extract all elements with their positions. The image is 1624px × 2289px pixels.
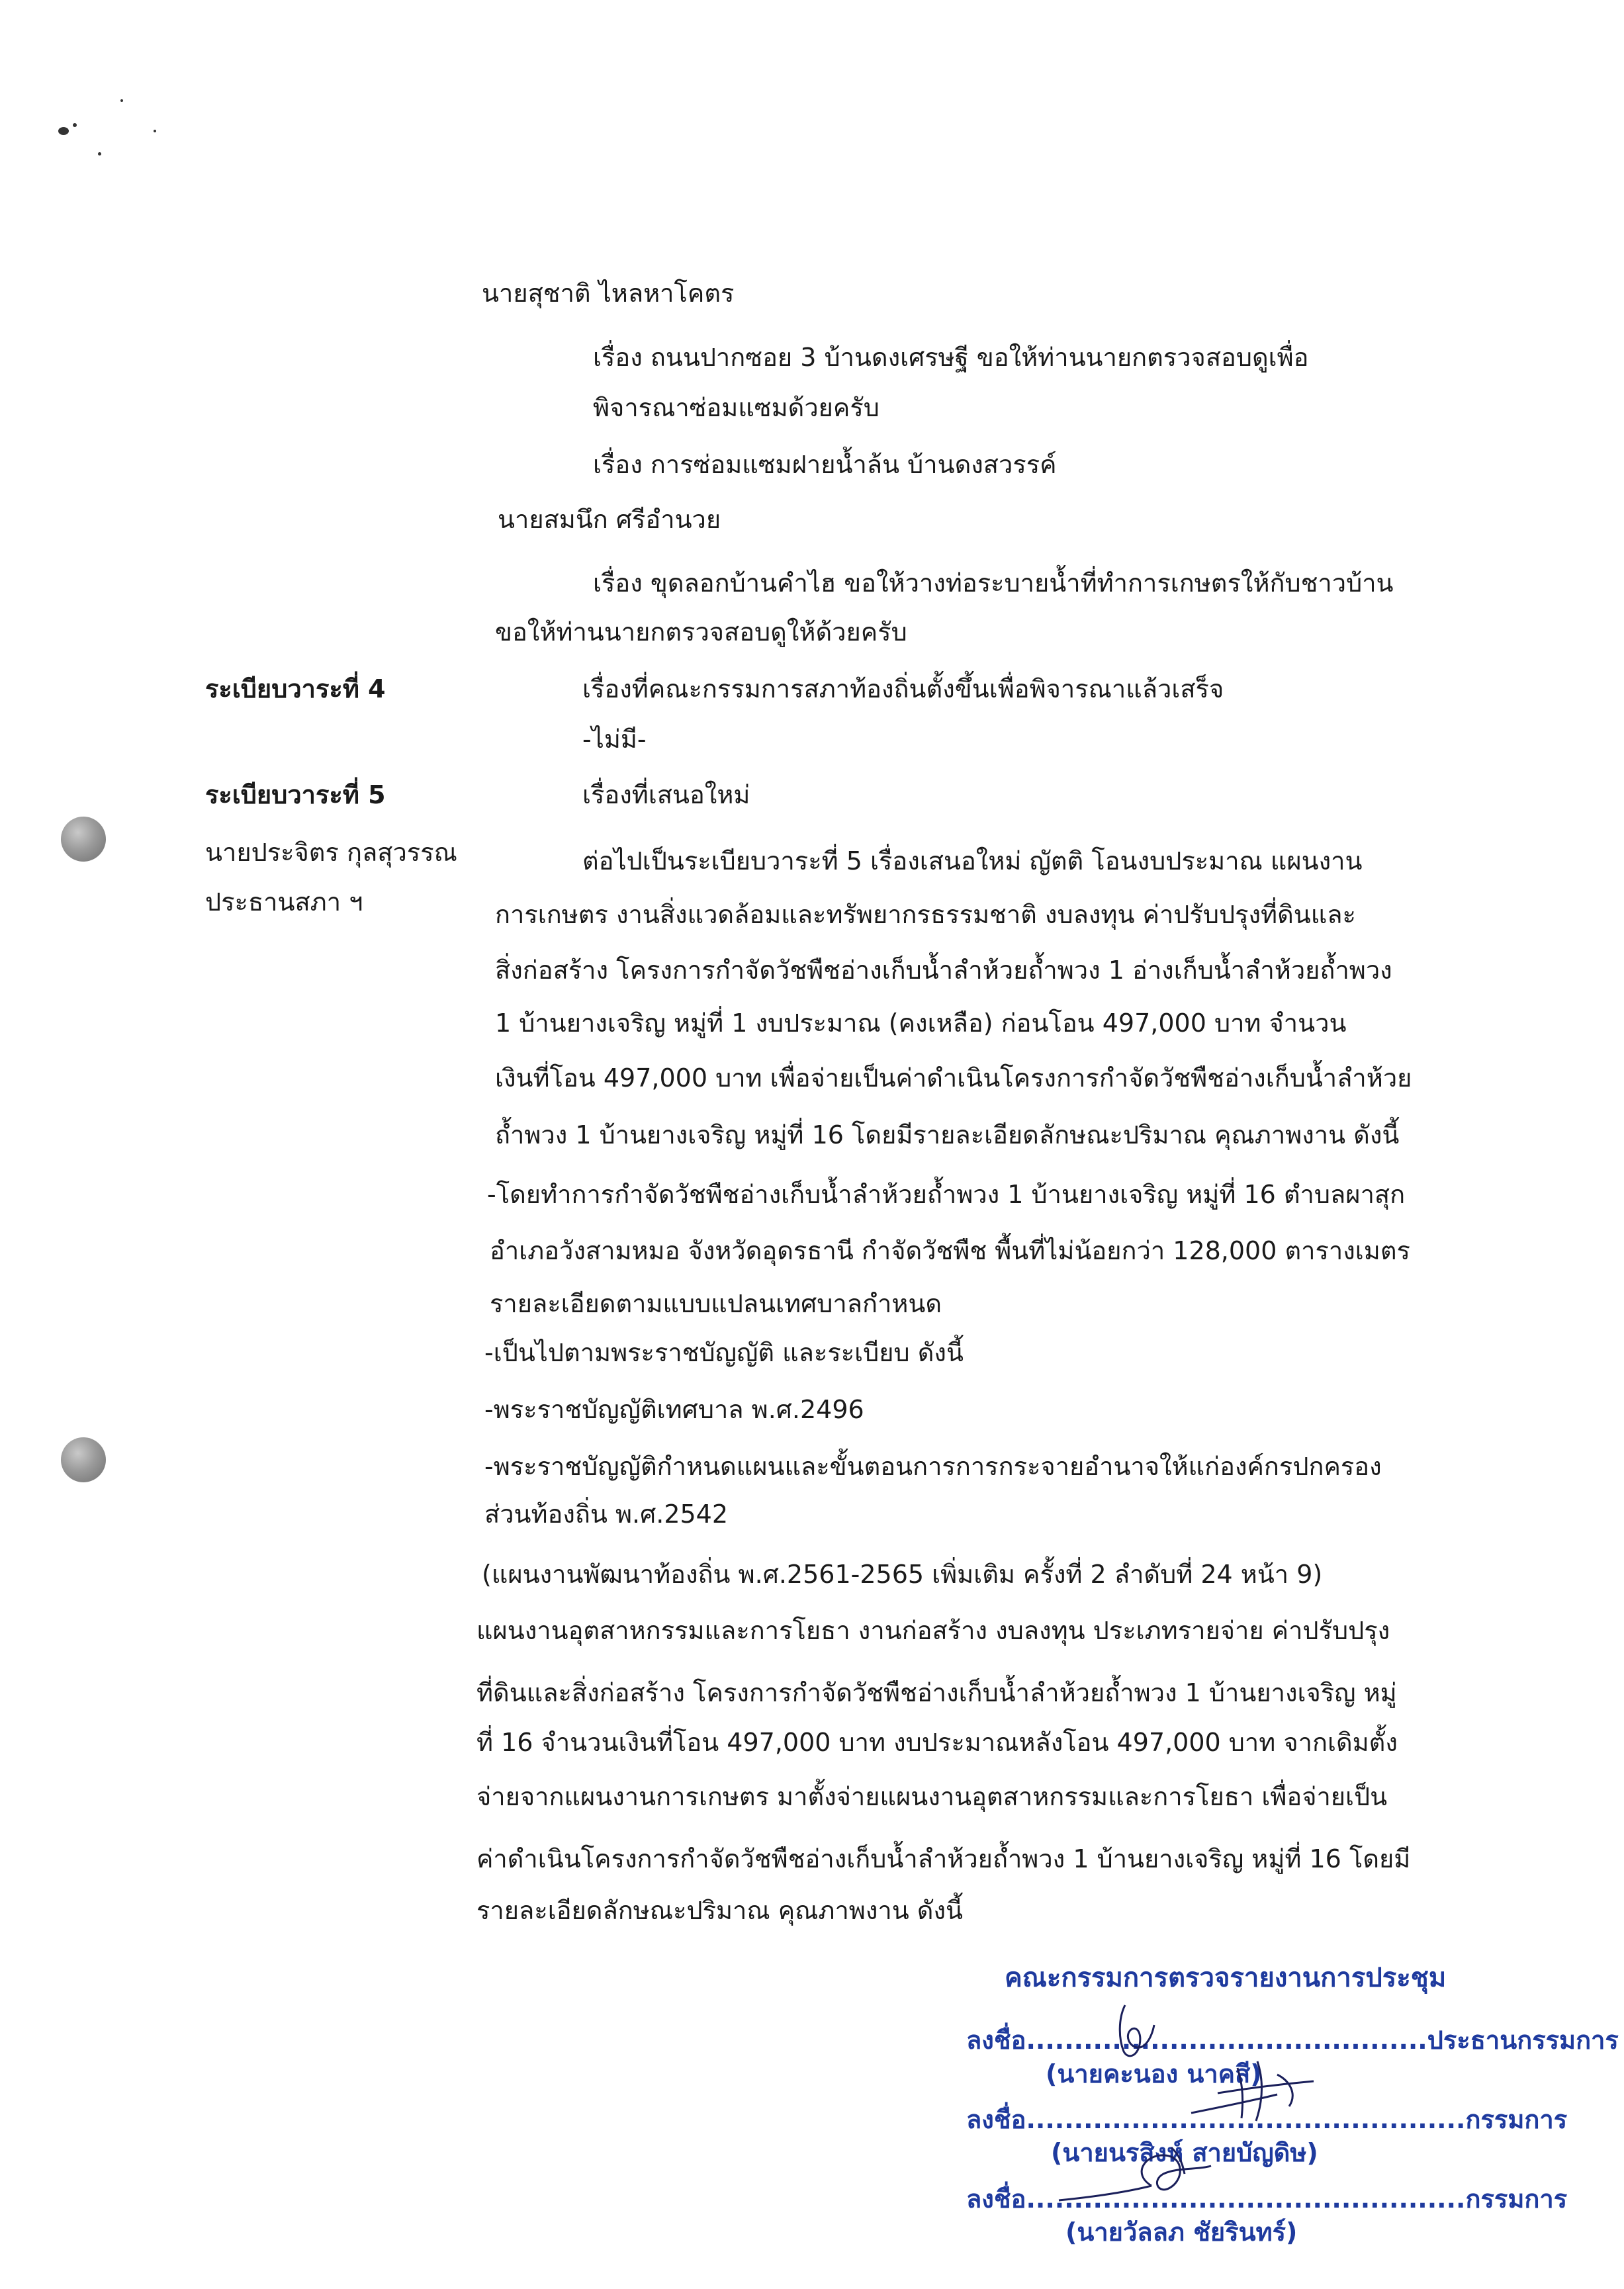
paragraph-line: (แผนงานพัฒนาท้องถิ่น พ.ศ.2561-2565 เพิ่มเติม ครั้งที่ 2 ลำดับที่ 24 หน้า 9): [482, 1560, 1323, 1589]
scan-speck: [73, 123, 77, 127]
binder-hole-top: [61, 817, 106, 862]
paragraph-line: ส่วนท้องถิ่น พ.ศ.2542: [484, 1500, 729, 1529]
paragraph-line: ที่ดินและสิ่งก่อสร้าง โครงการกำจัดวัชพืชอ่างเก็บน้ำลำห้วยถ้ำพวง 1 บ้านยางเจริญ หมู่: [476, 1678, 1397, 1707]
paragraph-line: สิ่งก่อสร้าง โครงการกำจัดวัชพืชอ่างเก็บน้ำลำห้วยถ้ำพวง 1 อ่างเก็บน้ำลำห้วยถ้ำพวง: [495, 956, 1392, 985]
scan-speck: [154, 130, 156, 132]
committee-stamp-title: คณะกรรมการตรวจรายงานการประชุม: [1005, 1963, 1447, 1993]
handwritten-signature: [1052, 2134, 1231, 2214]
speaker-topic: เรื่อง ขุดลอกบ้านคำไฮ ขอให้วางท่อระบายน้ำที่ทำการเกษตรให้กับชาวบ้าน: [593, 568, 1394, 598]
speaker-topic: เรื่อง การซ่อมแซมฝายน้ำล้น บ้านดงสวรรค์: [593, 450, 1057, 479]
paragraph-line: -เป็นไปตามพระราชบัญญัติ และระเบียบ ดังนี้: [484, 1338, 964, 1367]
speaker-topic: ขอให้ท่านนายกตรวจสอบดูให้ด้วยครับ: [495, 617, 907, 647]
paragraph-line: อำเภอวังสามหมอ จังหวัดอุดรธานี กำจัดวัชพืช พื้นที่ไม่น้อยกว่า 128,000 ตารางเมตร: [490, 1236, 1410, 1265]
paragraph-line: จ่ายจากแผนงานการเกษตร มาตั้งจ่ายแผนงานอุตสาหกรรมและการโยธา เพื่อจ่ายเป็น: [476, 1782, 1388, 1811]
speaker-topic: เรื่อง ถนนปากซอย 3 บ้านดงเศรษฐี ขอให้ท่านนายกตรวจสอบดูเพื่อ: [593, 343, 1309, 372]
paragraph-line: 1 บ้านยางเจริญ หมู่ที่ 1 งบประมาณ (คงเหลือ) ก่อนโอน 497,000 บาท จำนวน: [495, 1009, 1347, 1038]
paragraph-line: รายละเอียดลักษณะปริมาณ คุณภาพงาน ดังนี้: [476, 1896, 963, 1925]
agenda-none: -ไม่มี-: [582, 725, 647, 754]
paragraph-line: ต่อไปเป็นระเบียบวาระที่ 5 เรื่องเสนอใหม่ ญัตติ โอนงบประมาณ แผนงาน: [582, 846, 1363, 875]
paragraph-line: ถ้ำพวง 1 บ้านยางเจริญ หมู่ที่ 16 โดยมีรายละเอียดลักษณะปริมาณ คุณภาพงาน ดังนี้: [495, 1120, 1400, 1149]
agenda-label: ระเบียบวาระที่ 4: [205, 674, 386, 703]
scan-speck: [120, 99, 123, 102]
paragraph-line: เงินที่โอน 497,000 บาท เพื่อจ่ายเป็นค่าดำเนินโครงการกำจัดวัชพืชอ่างเก็บน้ำลำห้วย: [495, 1063, 1412, 1093]
paragraph-line: -โดยทำการกำจัดวัชพืชอ่างเก็บน้ำลำห้วยถ้ำพวง 1 บ้านยางเจริญ หมู่ที่ 16 ตำบลผาสุก: [487, 1180, 1406, 1209]
signature-line-member: ลงชื่อ..............................................กรรมการ: [966, 2184, 1568, 2214]
binder-hole-bottom: [61, 1437, 106, 1482]
speaker-name: นายสมนึก ศรีอำนวย: [498, 505, 721, 534]
paragraph-line: -พระราชบัญญัติเทศบาล พ.ศ.2496: [484, 1395, 864, 1424]
chair-title: ประธานสภา ฯ: [205, 887, 363, 917]
signature-line-chairman: ลงชื่อ..........................................ประธานกรรมการ: [966, 2026, 1619, 2055]
paragraph-line: แผนงานอุตสาหกรรมและการโยธา งานก่อสร้าง งบลงทุน ประเภทรายจ่าย ค่าปรับปรุง: [476, 1616, 1390, 1645]
signer-name-chairman: (นายคะนอง นาคสี): [1046, 2059, 1262, 2088]
speaker-topic: พิจารณาซ่อมแซมด้วยครับ: [593, 393, 880, 422]
handwritten-signature: [1178, 2055, 1330, 2134]
signer-name-member: (นายนรสิงห์ สายบัญดิษ): [1051, 2138, 1318, 2167]
scan-speck: [98, 152, 101, 156]
agenda-title: เรื่องที่เสนอใหม่: [582, 780, 750, 809]
agenda-label: ระเบียบวาระที่ 5: [205, 780, 386, 809]
scan-speck: [58, 127, 69, 135]
signature-line-member: ลงชื่อ..............................................กรรมการ: [966, 2105, 1568, 2134]
paragraph-line: การเกษตร งานสิ่งแวดล้อมและทรัพยากรธรรมชาติ งบลงทุน ค่าปรับปรุงที่ดินและ: [495, 900, 1356, 929]
paragraph-line: รายละเอียดตามแบบแปลนเทศบาลกำหนด: [490, 1289, 942, 1318]
speaker-name: นายสุชาติ ไหลหาโคตร: [482, 279, 735, 308]
paragraph-line: ที่ 16 จำนวนเงินที่โอน 497,000 บาท งบประมาณหลังโอน 497,000 บาท จากเดิมตั้ง: [476, 1728, 1398, 1757]
agenda-title: เรื่องที่คณะกรรมการสภาท้องถิ่นตั้งขึ้นเพื่อพิจารณาแล้วเสร็จ: [582, 674, 1224, 703]
paragraph-line: ค่าดำเนินโครงการกำจัดวัชพืชอ่างเก็บน้ำลำห้วยถ้ำพวง 1 บ้านยางเจริญ หมู่ที่ 16 โดยมี: [476, 1844, 1411, 1873]
chair-name: นายประจิตร กุลสุวรรณ: [205, 838, 457, 867]
paragraph-line: -พระราชบัญญัติกำหนดแผนและขั้นตอนการการกระจายอำนาจให้แก่องค์กรปกครอง: [484, 1452, 1382, 1481]
signer-name-member: (นายวัลลภ ชัยรินทร์): [1065, 2218, 1298, 2247]
